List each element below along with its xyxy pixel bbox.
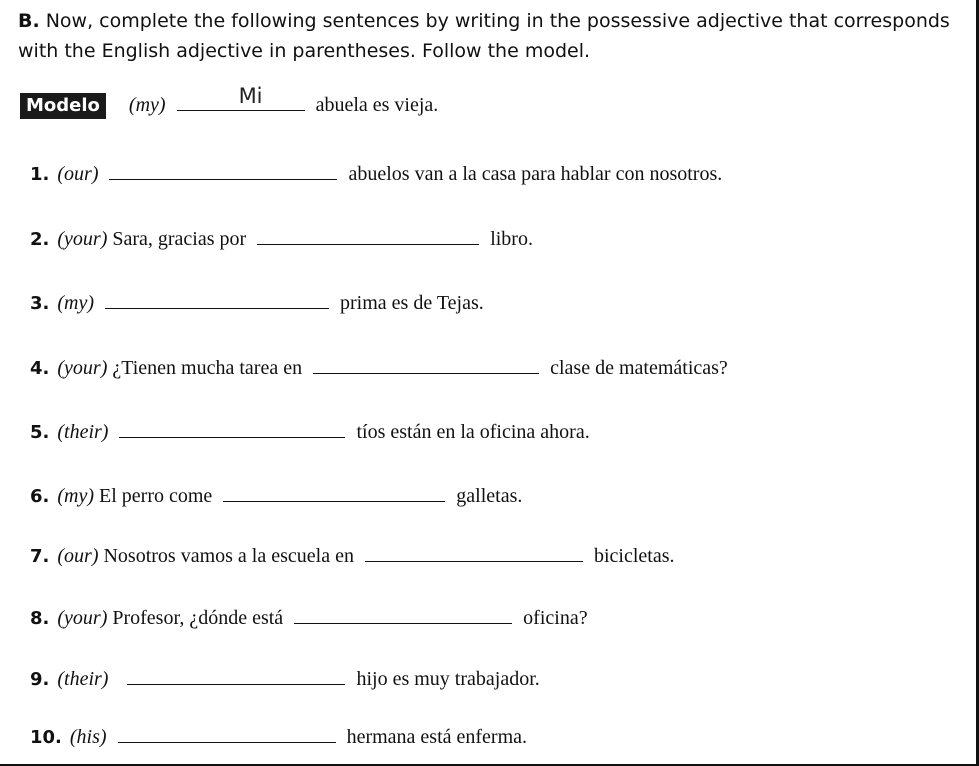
item-sentence-end: galletas.	[456, 485, 523, 507]
item-hint: (their)	[57, 668, 109, 690]
answer-blank-6[interactable]	[223, 479, 445, 502]
answer-blank-4[interactable]	[313, 351, 539, 374]
answer-blank-9[interactable]	[127, 662, 345, 685]
answer-blank-1[interactable]	[109, 157, 337, 180]
item-number: 9.	[30, 669, 50, 690]
item-sentence-end: libro.	[490, 228, 533, 250]
section-letter: B.	[18, 10, 40, 32]
item-number: 4.	[30, 358, 50, 379]
item-sentence-end: abuelos van a la casa para hablar con nosotros.	[348, 163, 723, 185]
item-hint: (my)	[57, 292, 95, 314]
item-sentence-end: oficina?	[523, 607, 588, 629]
model-badge: Modelo	[20, 93, 106, 119]
exercise-item-7	[30, 539, 675, 569]
item-number: 8.	[30, 608, 50, 629]
item-sentence-end: clase de matemáticas?	[550, 357, 728, 379]
item-number: 5.	[30, 422, 50, 443]
item-number: 10.	[30, 727, 62, 748]
answer-blank-2[interactable]	[257, 222, 479, 245]
model-sentence-end: abuela es vieja.	[315, 94, 439, 116]
item-number: 2.	[30, 229, 50, 250]
item-number: 3.	[30, 293, 50, 314]
item-hint: (their)	[57, 421, 109, 443]
item-hint: (his)	[69, 726, 107, 748]
model-handwritten-answer: Mi	[238, 84, 263, 108]
item-sentence-start: Sara, gracias por	[112, 228, 247, 250]
item-sentence-start: Profesor, ¿dónde está	[112, 607, 284, 629]
exercise-item-2	[30, 222, 533, 252]
item-hint: (our)	[57, 163, 99, 185]
item-hint: (your)	[57, 228, 108, 250]
item-sentence-end: hermana está enferma.	[346, 726, 528, 748]
item-sentence-end: tíos están en la oficina ahora.	[356, 421, 590, 443]
item-number: 7.	[30, 546, 50, 567]
item-sentence-start: El perro come	[99, 485, 213, 507]
item-sentence-start: ¿Tienen mucha tarea en	[112, 357, 303, 379]
item-sentence-start: Nosotros vamos a la escuela en	[103, 545, 354, 567]
exercise-item-9	[30, 662, 540, 692]
item-hint: (your)	[57, 607, 108, 629]
item-sentence-end: prima es de Tejas.	[340, 292, 484, 314]
answer-blank-3[interactable]	[105, 286, 329, 309]
model-answer-blank	[177, 84, 305, 111]
exercise-item-6	[30, 479, 522, 509]
model-example	[20, 84, 439, 118]
item-number: 6.	[30, 486, 50, 507]
answer-blank-10[interactable]	[118, 720, 336, 743]
exercise-item-10	[30, 720, 527, 750]
answer-blank-5[interactable]	[119, 415, 345, 438]
exercise-item-3	[30, 286, 484, 316]
instructions-text: Now, complete the following sentences by writing in the possessive adjective that corresponds with the English adjective in parentheses. Follow the model.	[18, 10, 950, 62]
item-hint: (our)	[57, 545, 99, 567]
model-hint: (my)	[128, 94, 166, 116]
exercise-item-4	[30, 351, 728, 381]
item-number: 1.	[30, 164, 50, 185]
instructions	[18, 6, 968, 66]
item-sentence-end: bicicletas.	[593, 545, 675, 567]
item-sentence-end: hijo es muy trabajador.	[356, 668, 540, 690]
item-hint: (your)	[57, 357, 108, 379]
item-hint: (my)	[57, 485, 95, 507]
exercise-item-1	[30, 157, 722, 187]
answer-blank-7[interactable]	[365, 539, 583, 562]
answer-blank-8[interactable]	[294, 601, 512, 624]
exercise-item-8	[30, 601, 588, 631]
exercise-item-5	[30, 415, 590, 445]
